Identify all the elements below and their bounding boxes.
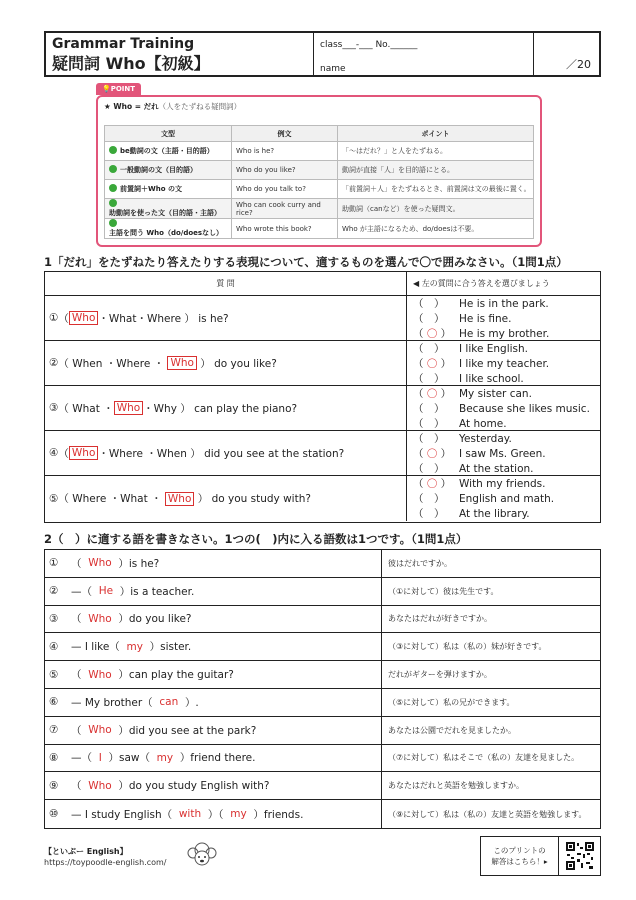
answer-option[interactable]: （ ） I like school.	[413, 373, 524, 385]
lightbulb-icon: 💡	[102, 85, 111, 93]
filled-answer[interactable]: can	[159, 696, 179, 709]
fill-row: ⑩ — I study English（ with ）（ my ）friends. （⑨に対して）私は（私の）友達と英語を勉強します。	[45, 800, 600, 828]
question-prefix: （ When ・Where ・	[58, 357, 165, 370]
question-prefix: （ Where ・What ・	[58, 493, 162, 505]
point-row	[105, 161, 534, 180]
row-type: 主語を問う Who（do/doesなし）	[109, 229, 224, 237]
section1-heading: 1「だれ」をたずねたり答えたりする表現について、適するものを選んで〇で囲みなさい。（1問1点）	[44, 255, 568, 269]
filled-answer[interactable]: Who	[88, 779, 112, 792]
answer-option[interactable]: （ ） At the library.	[413, 508, 530, 520]
question-prefix: （	[58, 312, 69, 325]
filled-answer[interactable]: Who	[88, 557, 112, 570]
fill-row: ③ （ Who ）do you like? あなたはだれが好きですか。	[45, 606, 600, 634]
row-type: 一般動詞の文（目的語）	[120, 166, 197, 174]
question-number: ②	[49, 357, 59, 369]
filled-answer[interactable]: Who	[88, 724, 112, 737]
filled-answer[interactable]: I	[98, 751, 102, 764]
fill-row: ⑥ — My brother（ can ）. （⑤に対して）私の兄ができます。	[45, 689, 600, 717]
answer-option[interactable]: （ ） He is fine.	[413, 313, 512, 325]
section2-table	[44, 549, 601, 829]
selected-choice[interactable]: Who	[114, 401, 143, 415]
point-row	[105, 219, 534, 239]
answer-options	[407, 341, 600, 385]
question-number: ③	[49, 402, 59, 414]
answer-option[interactable]: （ 〇 ） With my friends.	[413, 478, 546, 490]
point-tab-label: POINT	[110, 85, 136, 93]
question-prefix: （	[58, 447, 69, 460]
row-point: 「前置詞＋人」をたずねるとき、前置詞は文の最後に置く。	[338, 180, 534, 199]
title-english: Grammar Training	[52, 36, 195, 52]
question-row	[45, 386, 600, 431]
question-suffix: ） do you like?	[200, 357, 277, 370]
japanese-translation: （⑨に対して）私は（私の）友達と英語を勉強します。	[388, 809, 587, 819]
worksheet-header	[44, 31, 601, 77]
selected-choice[interactable]: Who	[165, 492, 194, 506]
fill-row: ⑧ —（ I ）saw（ my ）friend there. （⑦に対して）私はそこで（私の）友達を見ました。	[45, 745, 600, 773]
title-japanese: 疑問詞 Who【初級】	[52, 54, 210, 73]
point-table-header	[105, 126, 534, 142]
point-table	[104, 125, 534, 239]
japanese-translation: 彼はだれですか。	[388, 558, 452, 568]
question-row	[45, 476, 600, 521]
filled-answer[interactable]: Who	[88, 612, 112, 625]
answer-option[interactable]: （ ） He is in the park.	[413, 298, 549, 310]
class-number-field[interactable]: class___-___ No.______	[320, 40, 418, 50]
col-point: ポイント	[338, 126, 534, 142]
fill-row: ⑦ （ Who ）did you see at the park? あなたは公園でだれを見ましたか。	[45, 717, 600, 745]
section1-table	[44, 271, 601, 523]
answer-option[interactable]: （ 〇 ） My sister can.	[413, 388, 532, 400]
row-example: Who can cook curry and rice?	[232, 199, 338, 219]
point-heading-note: （人をたずねる疑問詞）	[158, 102, 242, 111]
point-row	[105, 199, 534, 219]
japanese-translation: あなたはだれと英語を勉強しますか。	[388, 781, 524, 791]
row-example: Who wrote this book?	[232, 219, 338, 239]
japanese-translation: あなたは公園でだれを見ましたか。	[388, 725, 516, 735]
japanese-translation: （③に対して）私は（私の）妹が好きです。	[388, 642, 547, 652]
poodle-logo-icon	[185, 840, 219, 868]
question-prefix: （ What ・	[58, 402, 114, 415]
choice[interactable]: ・Where	[136, 312, 182, 325]
fill-row: ② —（ He ）is a teacher. （①に対して）彼は先生です。	[45, 578, 600, 606]
filled-answer[interactable]: with	[178, 808, 202, 821]
answer-option[interactable]: （ ） Because she likes music.	[413, 403, 590, 415]
row-type: 前置詞＋Who の文	[120, 185, 182, 193]
question-text	[45, 296, 407, 340]
answer-text-1: このプリントの	[493, 846, 546, 855]
answer-option[interactable]: （ ） English and math.	[413, 493, 555, 505]
point-heading	[98, 97, 540, 112]
row-example: Who is he?	[232, 142, 338, 161]
question-text	[45, 386, 407, 430]
green-dot-icon	[109, 146, 117, 154]
row-example: Who do you like?	[232, 161, 338, 180]
student-info	[314, 33, 534, 75]
answer-option[interactable]: （ ） Yesterday.	[413, 433, 512, 445]
question-row	[45, 296, 600, 341]
answer-link-box[interactable]	[480, 836, 601, 876]
filled-answer[interactable]: Who	[88, 668, 112, 681]
row-point: 「〜はだれ？」と人をたずねる。	[338, 142, 534, 161]
answer-options	[407, 296, 600, 340]
question-text	[45, 431, 407, 475]
question-number: ⑤	[49, 492, 59, 505]
selected-choice[interactable]: Who	[69, 446, 98, 460]
row-example: Who do you talk to?	[232, 180, 338, 199]
fill-row: ⑤ （ Who ）can play the guitar? だれがギターを弾けますか。	[45, 661, 600, 689]
answer-option[interactable]: （ ） At the station.	[413, 463, 534, 475]
question-suffix: ・Where ・When ） did you see at the station?	[98, 447, 345, 460]
title-block	[46, 33, 314, 75]
green-dot-icon	[109, 165, 117, 173]
site-url[interactable]: https://toypoodle-english.com/	[44, 858, 167, 867]
point-row	[105, 180, 534, 199]
answer-options	[407, 431, 600, 475]
question-text	[45, 476, 407, 521]
section2-heading: 2（ ）に適する語を書きなさい。1つの( )内に入る語数は1つです。（1問1点）	[44, 532, 468, 546]
col-type: 文型	[105, 126, 232, 142]
answer-option[interactable]: （ 〇 ） He is my brother.	[413, 328, 550, 340]
japanese-translation: （⑦に対して）私はそこで（私の）友達を見ました。	[388, 753, 580, 763]
green-dot-icon	[109, 199, 117, 207]
answer-text-2: 解答はこちら！▸	[491, 857, 548, 866]
score-box: ／20	[566, 58, 591, 71]
row-point: 助動詞（canなど）を使った疑問文。	[338, 199, 534, 219]
selected-choice[interactable]: Who	[167, 356, 196, 370]
question-suffix: ・Why ） can play the piano?	[143, 402, 298, 415]
col-answer: ◀ 左の質問に合う答えを選びましょう	[413, 279, 550, 288]
filled-answer[interactable]: my	[126, 640, 143, 653]
col-question: 質 問	[45, 272, 407, 295]
answer-options	[407, 476, 600, 521]
japanese-translation: あなたはだれが好きですか。	[388, 614, 492, 624]
answer-option[interactable]: （ 〇 ） I like my teacher.	[413, 358, 550, 370]
answer-option[interactable]: （ 〇 ） I saw Ms. Green.	[413, 448, 546, 460]
row-type: 助動詞を使った文（目的語・主語）	[109, 209, 221, 217]
section1-table-header	[45, 272, 600, 296]
green-dot-icon	[109, 184, 117, 192]
question-suffix: ） is he?	[184, 312, 229, 325]
question-row	[45, 341, 600, 386]
fill-row: ④ — I like（ my ）sister. （③に対して）私は（私の）妹が好きです。	[45, 633, 600, 661]
green-dot-icon	[109, 219, 117, 227]
japanese-translation: だれがギターを弾けますか。	[388, 670, 492, 680]
question-text	[45, 341, 407, 385]
filled-answer[interactable]: He	[98, 585, 114, 598]
question-suffix: ） do you study with?	[197, 493, 311, 505]
japanese-translation: （⑤に対して）私の兄ができます。	[388, 697, 515, 707]
point-box	[96, 85, 542, 247]
point-tab	[96, 83, 141, 95]
point-heading-bold: ★ Who = だれ	[104, 102, 159, 111]
brand-name: 【といぷー English】	[44, 847, 128, 856]
question-number: ①	[49, 312, 59, 324]
row-point: Who が主語になるため、do/doesは不要。	[338, 219, 534, 239]
answer-option[interactable]: （ ） I like English.	[413, 343, 529, 355]
answer-options	[407, 386, 600, 430]
filled-answer[interactable]: my	[156, 751, 174, 764]
point-row	[105, 142, 534, 161]
answer-option[interactable]: （ ） At home.	[413, 418, 507, 430]
question-row	[45, 431, 600, 476]
choice[interactable]: ・What	[98, 312, 137, 325]
selected-choice[interactable]: Who	[69, 311, 98, 325]
filled-answer[interactable]: my	[230, 808, 247, 821]
row-type: be動詞の文（主語・目的語）	[120, 147, 214, 155]
japanese-translation: （①に対して）彼は先生です。	[388, 586, 499, 596]
name-field[interactable]: name	[320, 64, 346, 74]
col-example: 例文	[232, 126, 338, 142]
question-number: ④	[49, 447, 59, 459]
fill-row: ⑨ （ Who ）do you study English with? あなたはだれと英語を勉強しますか。	[45, 772, 600, 800]
row-point: 動詞が直接「人」を目的語にとる。	[338, 161, 534, 180]
fill-row: ① （ Who ）is he? 彼はだれですか。	[45, 550, 600, 578]
qr-code-icon[interactable]	[565, 841, 595, 871]
